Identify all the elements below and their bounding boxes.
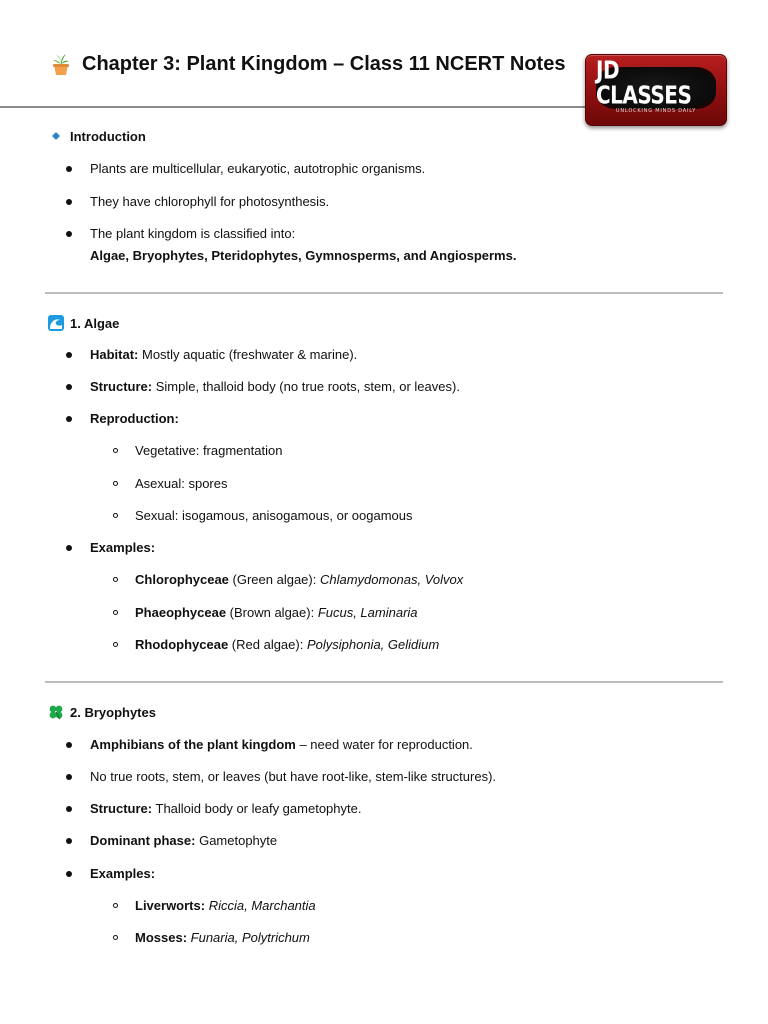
sub-bullet-circle xyxy=(113,903,118,908)
section-label: Introduction xyxy=(70,128,146,144)
bullet-dot xyxy=(66,774,72,780)
item-label: Dominant phase: xyxy=(90,833,196,848)
item-label: Structure: xyxy=(90,379,153,394)
example-species: Riccia, Marchantia xyxy=(208,898,316,913)
bullet-dot xyxy=(66,166,72,172)
item-label: Structure: xyxy=(90,801,153,816)
structure-item xyxy=(90,801,361,817)
section-algae-heading xyxy=(48,315,119,331)
title-row xyxy=(50,52,565,76)
bullet-dot xyxy=(66,806,72,812)
bullet-dot xyxy=(66,384,72,390)
example-item xyxy=(135,572,463,588)
sub-bullet-circle xyxy=(113,577,118,582)
dominant-phase-item xyxy=(90,833,277,849)
list-item: The plant kingdom is classified into: xyxy=(90,226,296,241)
list-item: Plants are multicellular, eukaryotic, autotrophic organisms. xyxy=(90,161,426,176)
logo-badge xyxy=(596,54,716,114)
logo-tagline: UNLOCKING MINDS DAILY xyxy=(615,108,697,114)
sub-bullet-circle xyxy=(113,513,118,518)
section-bryophytes-heading xyxy=(48,704,156,720)
sub-list-item: Sexual: isogamous, anisogamous, or oogamous xyxy=(135,508,413,523)
bullet-dot xyxy=(66,871,72,877)
example-group: Mosses: xyxy=(135,930,188,945)
structure-item xyxy=(90,379,460,395)
example-species: Polysiphonia, Gelidium xyxy=(306,637,440,652)
example-desc: (Green algae): xyxy=(228,572,320,587)
potted-plant-icon xyxy=(50,52,72,76)
blue-diamond-icon xyxy=(48,128,64,144)
section-divider xyxy=(45,292,723,294)
bullet-dot xyxy=(66,199,72,205)
examples-item xyxy=(90,866,155,882)
example-item xyxy=(135,637,439,653)
classification-list: Algae, Bryophytes, Pteridophytes, Gymnosperms, and Angiosperms. xyxy=(90,248,517,263)
bullet-dot xyxy=(66,416,72,422)
item-label: Examples: xyxy=(90,540,156,555)
bullet-dot xyxy=(66,545,72,551)
example-desc: (Red algae): xyxy=(228,637,307,652)
example-group: Chlorophyceae xyxy=(135,572,229,587)
item-label: Amphibians of the plant kingdom xyxy=(90,737,296,752)
four-leaf-clover-icon xyxy=(48,704,64,720)
bullet-dot xyxy=(66,838,72,844)
amphibians-item xyxy=(90,737,473,753)
bullet-dot xyxy=(66,231,72,237)
item-label: Examples: xyxy=(90,866,156,881)
sub-bullet-circle xyxy=(113,935,118,940)
section-introduction-heading xyxy=(48,128,146,144)
example-group: Rhodophyceae xyxy=(135,637,229,652)
item-text: Gametophyte xyxy=(195,833,278,848)
header-divider xyxy=(0,106,585,108)
item-text: – need water for reproduction. xyxy=(295,737,473,752)
item-text: Thalloid body or leafy gametophyte. xyxy=(152,801,362,816)
example-desc: (Brown algae): xyxy=(226,605,318,620)
example-item xyxy=(135,605,418,621)
habitat-item xyxy=(90,347,357,363)
section-divider xyxy=(45,681,723,683)
item-label: Reproduction: xyxy=(90,411,179,426)
example-group: Liverworts: xyxy=(135,898,206,913)
example-item xyxy=(135,898,316,914)
sub-list-item: Vegetative: fragmentation xyxy=(135,443,283,458)
examples-item xyxy=(90,540,155,556)
bullet-dot xyxy=(66,742,72,748)
list-item: No true roots, stem, or leaves (but have root-like, stem-like structures). xyxy=(90,769,497,784)
item-text: Simple, thalloid body (no true roots, stem, or leaves). xyxy=(152,379,460,394)
sub-bullet-circle xyxy=(113,642,118,647)
sub-bullet-circle xyxy=(113,610,118,615)
jd-classes-logo xyxy=(585,54,727,126)
item-label: Habitat: xyxy=(90,347,139,362)
reproduction-item xyxy=(90,411,179,427)
section-label: 2. Bryophytes xyxy=(70,704,156,720)
water-wave-icon xyxy=(48,315,64,331)
bullet-dot xyxy=(66,352,72,358)
example-species: Chlamydomonas, Volvox xyxy=(319,572,464,587)
example-item xyxy=(135,930,310,946)
example-species: Funaria, Polytrichum xyxy=(190,930,310,945)
page-title: Chapter 3: Plant Kingdom – Class 11 NCERT Notes xyxy=(82,52,566,75)
item-text: Mostly aquatic (freshwater & marine). xyxy=(138,347,358,362)
logo-text: JD CLASSES xyxy=(596,54,692,110)
sub-list-item: Asexual: spores xyxy=(135,476,228,491)
example-species: Fucus, Laminaria xyxy=(317,605,418,620)
list-item: They have chlorophyll for photosynthesis. xyxy=(90,194,330,209)
sub-bullet-circle xyxy=(113,481,118,486)
sub-bullet-circle xyxy=(113,448,118,453)
example-group: Phaeophyceae xyxy=(135,605,227,620)
section-label: 1. Algae xyxy=(70,315,120,331)
